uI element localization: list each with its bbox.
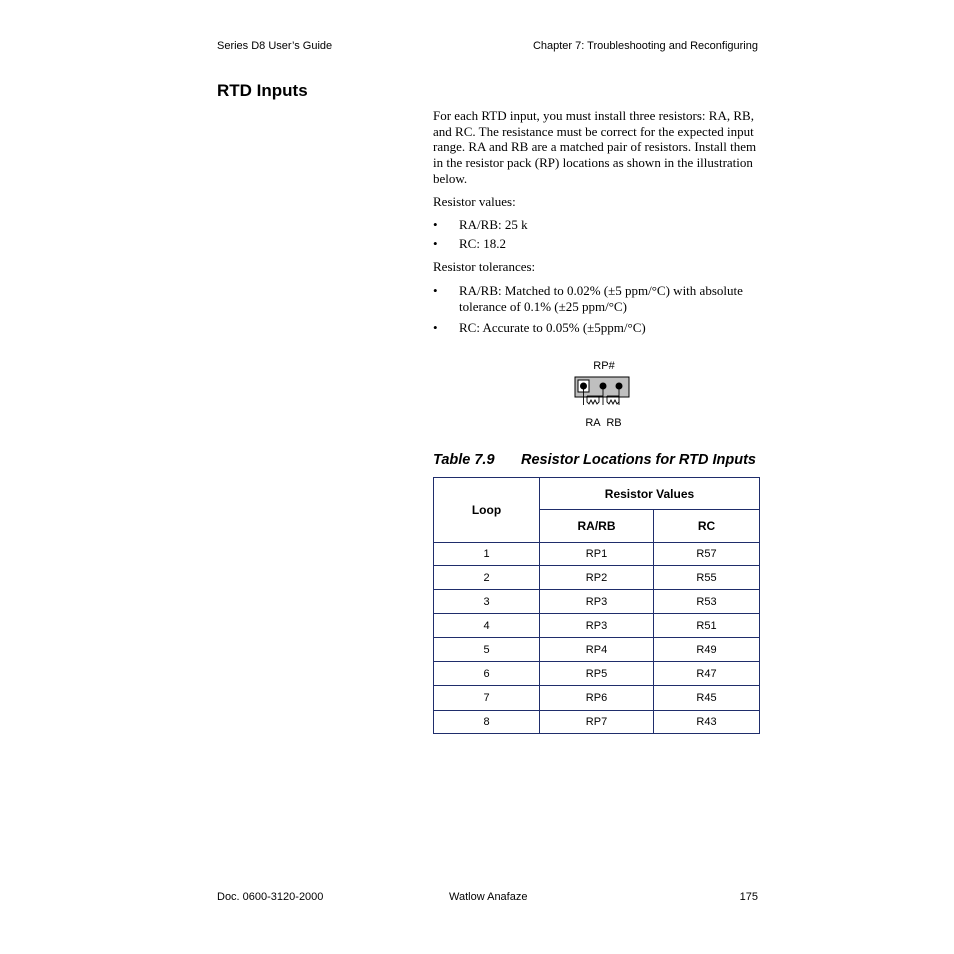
column-header-rc: RC	[654, 510, 760, 543]
cell-loop: 5	[434, 638, 540, 662]
column-group-header: Resistor Values	[540, 478, 760, 510]
cell-rc: R51	[654, 614, 760, 638]
cell-loop: 2	[434, 566, 540, 590]
bullet: •	[433, 236, 438, 251]
cell-ra-rb: RP6	[540, 686, 654, 711]
cell-loop: 1	[434, 543, 540, 566]
cell-rc: R47	[654, 662, 760, 686]
footer-doc-number: Doc. 0600-3120-2000	[217, 891, 324, 903]
table-row	[434, 614, 760, 638]
table-row	[434, 590, 760, 614]
table-row	[434, 711, 760, 734]
cell-rc: R55	[654, 566, 760, 590]
footer-page-number: 175	[739, 891, 758, 903]
resistor-tolerances-label: Resistor tolerances:	[433, 259, 536, 274]
cell-loop: 3	[434, 590, 540, 614]
column-header-loop: Loop	[434, 478, 540, 543]
cell-rc: R43	[654, 711, 760, 734]
cell-ra-rb: RP7	[540, 711, 654, 734]
table-row	[434, 638, 760, 662]
table-row	[434, 662, 760, 686]
running-header-right: Chapter 7: Troubleshooting and Reconfiguring	[532, 40, 758, 52]
intro-paragraph: For each RTD input, you must install three resistors: RA, RB, and RC. The resistance must be correct for the expected input range. RA and RB are a matched pair of resistors. Install them in the resistor pack (RP) locations as shown in the illustration below.	[433, 108, 757, 186]
table-row	[434, 686, 760, 711]
rb-label: RB	[606, 417, 622, 429]
table-row	[434, 543, 760, 566]
cell-ra-rb: RP2	[540, 566, 654, 590]
cell-rc: R53	[654, 590, 760, 614]
cell-ra-rb: RP1	[540, 543, 654, 566]
cell-loop: 7	[434, 686, 540, 711]
list-item-text: RA/RB: 25 k	[459, 217, 528, 232]
rp-label: RP#	[593, 360, 615, 372]
list-item-text: RC: 18.2	[459, 236, 506, 251]
running-header-left: Series D8 User’s Guide	[217, 40, 333, 52]
cell-rc: R49	[654, 638, 760, 662]
cell-ra-rb: RP3	[540, 590, 654, 614]
table-number: Table 7.9	[433, 452, 495, 468]
cell-ra-rb: RP3	[540, 614, 654, 638]
table-title: Resistor Locations for RTD Inputs	[521, 452, 756, 468]
cell-ra-rb: RP5	[540, 662, 654, 686]
bullet: •	[433, 283, 438, 298]
table-row	[434, 566, 760, 590]
bullet: •	[433, 217, 438, 232]
list-item-text: RA/RB: Matched to 0.02% (±5 ppm/°C) with absolute tolerance of 0.1% (±25 ppm/°C)	[459, 283, 743, 314]
column-header-ra-rb: RA/RB	[540, 510, 654, 543]
cell-ra-rb: RP4	[540, 638, 654, 662]
cell-rc: R45	[654, 686, 760, 711]
resistor-pack-diagram	[560, 355, 650, 435]
ra-label: RA	[585, 417, 601, 429]
bullet: •	[433, 320, 438, 335]
footer-company: Watlow Anafaze	[449, 891, 528, 903]
cell-rc: R57	[654, 543, 760, 566]
cell-loop: 4	[434, 614, 540, 638]
cell-loop: 8	[434, 711, 540, 734]
section-title: RTD Inputs	[217, 81, 308, 100]
cell-loop: 6	[434, 662, 540, 686]
list-item-text: RC: Accurate to 0.05% (±5ppm/°C)	[459, 320, 646, 335]
resistor-values-label: Resistor values:	[433, 194, 516, 209]
resistor-locations-table	[433, 477, 760, 734]
